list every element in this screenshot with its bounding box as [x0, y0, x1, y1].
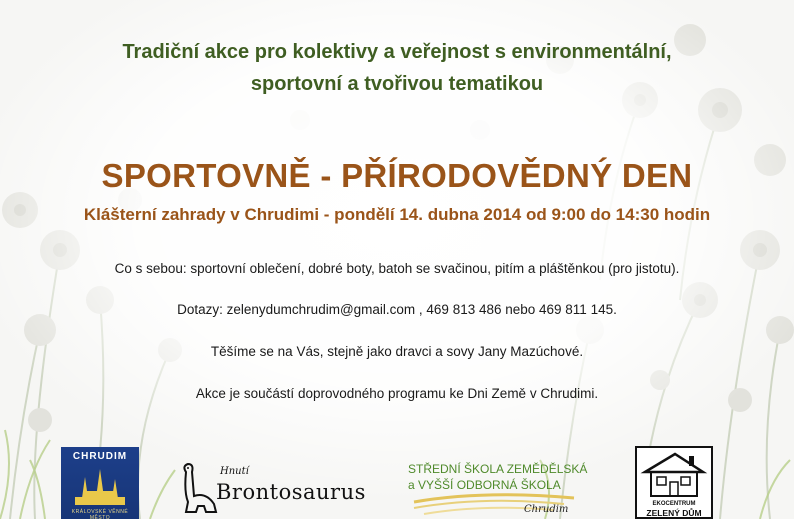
tagline [0, 36, 794, 100]
tagline-line-1: Tradiční akce pro kolektivy a veřejnost s environmentální, [122, 41, 672, 63]
event-headline: SPORTOVNĚ - PŘÍRODOVĚDNÝ DEN [101, 157, 693, 194]
wheat-swoosh-icon [404, 460, 604, 519]
chrudim-city-logo [61, 447, 139, 519]
ekocentrum-logo-line-2: ZELENÝ DŮM [646, 508, 702, 518]
ekocentrum-zeleny-dum-logo [635, 446, 713, 519]
brontosaurus-icon [172, 462, 222, 519]
event-place-date: Klášterní zahrady v Chrudimi - pondělí 14. dubna 2014 od 9:00 do 14:30 hodin [83, 205, 711, 224]
school-logo-line-1: STŘEDNÍ ŠKOLA ZEMĚDĚLSKÁ [408, 462, 588, 476]
house-icon [637, 448, 711, 500]
program-text: Akce je součástí doprovodného programu ke Dni Země v Chrudimi. [195, 386, 599, 401]
brontosaurus-logo [172, 462, 382, 519]
ekocentrum-logo-line-1: EKOCENTRUM [652, 501, 696, 507]
school-logo-city: Chrudim [524, 504, 569, 515]
brontosaurus-logo-small-text: Hnutí [220, 466, 249, 477]
brontosaurus-logo-big-text: Brontosaurus [216, 480, 366, 504]
welcome-text: Těšíme se na Vás, stejně jako dravci a sovy Jany Mazúchové. [210, 344, 584, 359]
school-logo-line-2: a VYŠŠÍ ODBORNÁ ŠKOLA [408, 478, 561, 492]
chrudim-logo-motto: KRÁLOVSKÉ VĚNNÉ MĚSTO [71, 509, 129, 521]
agricultural-school-logo [404, 460, 604, 519]
chrudim-logo-name: CHRUDIM [72, 451, 128, 462]
contact-text: Dotazy: zelenydumchrudim@gmail.com , 469 813 486 nebo 469 811 145. [177, 302, 617, 317]
tagline-line-2: sportovní a tvořivou tematikou [250, 73, 544, 95]
what-to-bring-text: Co s sebou: sportovní oblečení, dobré boty, batoh se svačinou, pitím a pláštěnkou (pro jistotu). [114, 261, 680, 276]
